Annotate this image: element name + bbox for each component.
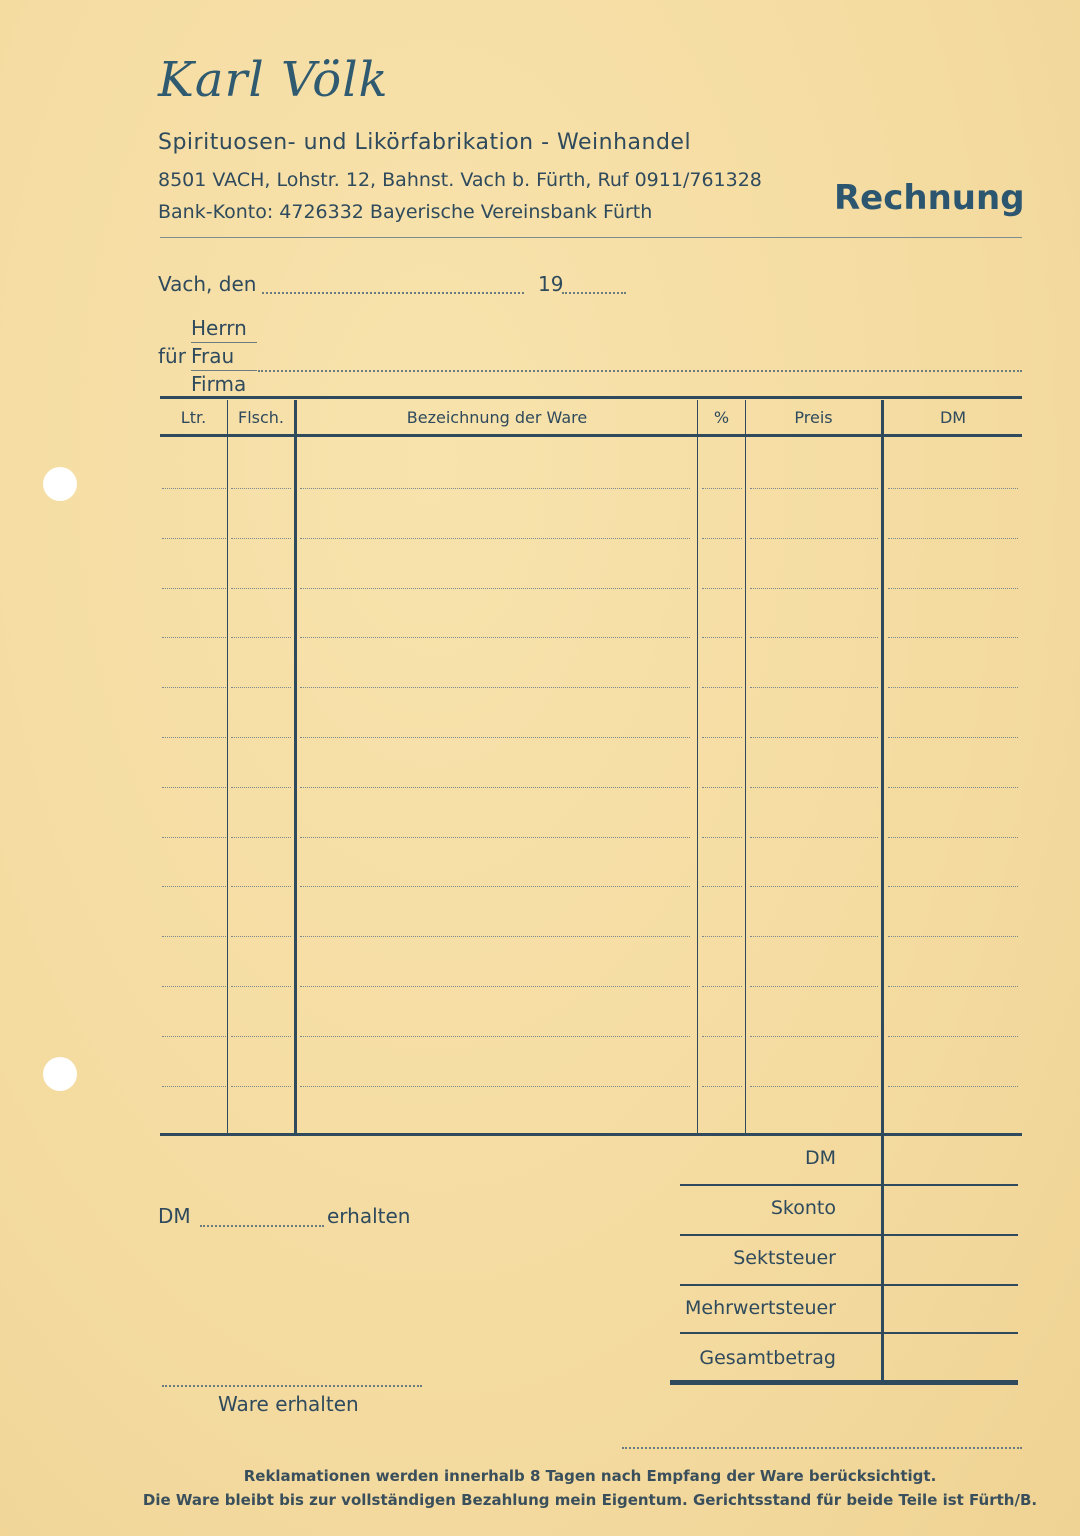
table-row-line[interactable]	[702, 687, 742, 688]
table-row-line[interactable]	[162, 588, 226, 589]
totals-mwst-label: Mehrwertsteuer	[684, 1297, 836, 1319]
table-row-line[interactable]	[702, 936, 742, 937]
table-row-line[interactable]	[750, 687, 878, 688]
table-row-line[interactable]	[162, 538, 226, 539]
totals-line-final	[670, 1380, 1018, 1385]
table-row-line[interactable]	[231, 687, 291, 688]
header-divider	[160, 237, 1022, 238]
table-row-line[interactable]	[162, 687, 226, 688]
totals-line-1	[680, 1184, 1018, 1186]
table-row-line[interactable]	[750, 488, 878, 489]
table-row-line[interactable]	[231, 538, 291, 539]
table-row-line[interactable]	[750, 936, 878, 937]
table-row-line[interactable]	[300, 886, 690, 887]
table-row-line[interactable]	[300, 538, 690, 539]
table-row-line[interactable]	[750, 538, 878, 539]
table-row-line[interactable]	[162, 737, 226, 738]
header-dm: DM	[939, 408, 967, 427]
addressee-firma: Firma	[191, 372, 247, 396]
table-row-line[interactable]	[702, 986, 742, 987]
col-sep-ltr	[227, 400, 228, 1133]
table-row-line[interactable]	[300, 1086, 690, 1087]
table-row-line[interactable]	[888, 1086, 1018, 1087]
table-row-line[interactable]	[300, 737, 690, 738]
totals-line-2	[680, 1234, 1018, 1236]
table-row-line[interactable]	[231, 886, 291, 887]
seller-signature-field[interactable]	[622, 1446, 1022, 1449]
table-row-line[interactable]	[750, 1086, 878, 1087]
company-bank: Bank-Konto: 4726332 Bayerische Vereinsbank Fürth	[158, 201, 653, 223]
table-row-line[interactable]	[888, 886, 1018, 887]
table-row-line[interactable]	[162, 488, 226, 489]
table-row-line[interactable]	[888, 687, 1018, 688]
table-row-line[interactable]	[888, 837, 1018, 838]
table-row-line[interactable]	[888, 488, 1018, 489]
company-address: 8501 VACH, Lohstr. 12, Bahnst. Vach b. Fürth, Ruf 0911/761328	[158, 169, 762, 191]
table-row-line[interactable]	[231, 637, 291, 638]
table-row-line[interactable]	[162, 787, 226, 788]
totals-sektsteuer-label: Sektsteuer	[733, 1247, 836, 1269]
table-row-line[interactable]	[300, 687, 690, 688]
table-row-line[interactable]	[702, 488, 742, 489]
ware-signature-field[interactable]	[162, 1384, 422, 1387]
totals-dm-label: DM	[804, 1147, 836, 1169]
table-row-line[interactable]	[231, 936, 291, 937]
table-row-line[interactable]	[162, 986, 226, 987]
table-row-line[interactable]	[888, 1036, 1018, 1037]
footer-line-1: Reklamationen werden innerhalb 8 Tagen nach Empfang der Ware berücksichtigt.	[243, 1467, 937, 1485]
totals-column-sep	[881, 1136, 884, 1380]
col-sep-percent	[745, 400, 746, 1133]
table-row-line[interactable]	[300, 637, 690, 638]
herrn-underline	[191, 342, 257, 343]
table-row-line[interactable]	[162, 837, 226, 838]
header-bezeichnung: Bezeichnung der Ware	[406, 408, 588, 427]
addressee-fuer: für	[158, 344, 186, 368]
table-row-line[interactable]	[702, 737, 742, 738]
date-field[interactable]	[262, 291, 524, 294]
table-row-line[interactable]	[702, 787, 742, 788]
year-label: 19	[538, 272, 564, 296]
table-row-line[interactable]	[702, 1036, 742, 1037]
table-row-line[interactable]	[300, 787, 690, 788]
table-row-line[interactable]	[702, 588, 742, 589]
table-row-line[interactable]	[750, 1036, 878, 1037]
table-header-rule	[160, 434, 1022, 437]
table-row-line[interactable]	[750, 787, 878, 788]
table-row-line[interactable]	[231, 1036, 291, 1037]
table-row-line[interactable]	[702, 637, 742, 638]
totals-gesamt-label: Gesamtbetrag	[699, 1347, 836, 1369]
totals-line-3	[680, 1284, 1018, 1286]
ware-erhalten-label: Ware erhalten	[218, 1392, 359, 1416]
table-row-line[interactable]	[750, 588, 878, 589]
table-row-line[interactable]	[702, 837, 742, 838]
table-top-rule	[160, 396, 1022, 399]
col-sep-preis	[881, 400, 884, 1133]
table-row-line[interactable]	[231, 837, 291, 838]
table-row-line[interactable]	[888, 588, 1018, 589]
totals-line-4	[680, 1332, 1018, 1334]
table-row-line[interactable]	[888, 986, 1018, 987]
punch-hole-bottom	[43, 1057, 77, 1091]
addressee-herrn: Herrn	[191, 316, 247, 340]
header-preis: Preis	[794, 408, 833, 427]
addressee-field[interactable]	[258, 369, 1022, 372]
frau-underline	[191, 370, 257, 371]
table-row-line[interactable]	[750, 837, 878, 838]
header-ltr: Ltr.	[180, 408, 207, 427]
table-row-line[interactable]	[300, 488, 690, 489]
table-row-line[interactable]	[162, 936, 226, 937]
table-row-line[interactable]	[750, 737, 878, 738]
table-row-line[interactable]	[231, 488, 291, 489]
header-percent: %	[713, 408, 730, 427]
table-row-line[interactable]	[231, 787, 291, 788]
punch-hole-top	[43, 467, 77, 501]
table-row-line[interactable]	[162, 637, 226, 638]
table-row-line[interactable]	[231, 737, 291, 738]
table-row-line[interactable]	[300, 936, 690, 937]
col-sep-ware	[697, 400, 698, 1133]
table-row-line[interactable]	[300, 588, 690, 589]
table-row-line[interactable]	[888, 737, 1018, 738]
table-row-line[interactable]	[231, 986, 291, 987]
table-row-line[interactable]	[300, 837, 690, 838]
received-amount-field[interactable]	[200, 1224, 324, 1227]
table-row-line[interactable]	[231, 1086, 291, 1087]
date-label: Vach, den	[158, 272, 257, 296]
table-row-line[interactable]	[702, 1086, 742, 1087]
received-dm-label: DM	[158, 1204, 191, 1228]
table-row-line[interactable]	[888, 936, 1018, 937]
table-row-line[interactable]	[888, 538, 1018, 539]
year-field[interactable]	[562, 291, 626, 294]
col-sep-flsch	[294, 400, 297, 1133]
company-logo: Karl Völk	[158, 52, 389, 108]
table-row-line[interactable]	[888, 637, 1018, 638]
table-row-line[interactable]	[162, 1036, 226, 1037]
received-erhalten-label: erhalten	[327, 1204, 411, 1228]
addressee-frau: Frau	[191, 344, 235, 368]
table-row-line[interactable]	[162, 886, 226, 887]
totals-skonto-label: Skonto	[770, 1197, 836, 1219]
footer-line-2: Die Ware bleibt bis zur vollständigen Bezahlung mein Eigentum. Gerichtsstand für beide Teile ist Fürth/B.	[142, 1491, 1038, 1509]
table-bottom-rule	[160, 1133, 1022, 1136]
table-row-line[interactable]	[750, 886, 878, 887]
table-row-line[interactable]	[888, 787, 1018, 788]
company-subtitle: Spirituosen- und Likörfabrikation - Weinhandel	[158, 130, 692, 155]
table-row-line[interactable]	[750, 637, 878, 638]
table-row-line[interactable]	[300, 986, 690, 987]
table-row-line[interactable]	[300, 1036, 690, 1037]
table-row-line[interactable]	[750, 986, 878, 987]
document-title: Rechnung	[834, 178, 1025, 218]
table-row-line[interactable]	[162, 1086, 226, 1087]
header-flsch: Flsch.	[237, 408, 284, 427]
table-row-line[interactable]	[231, 588, 291, 589]
table-row-line[interactable]	[702, 538, 742, 539]
table-row-line[interactable]	[702, 886, 742, 887]
